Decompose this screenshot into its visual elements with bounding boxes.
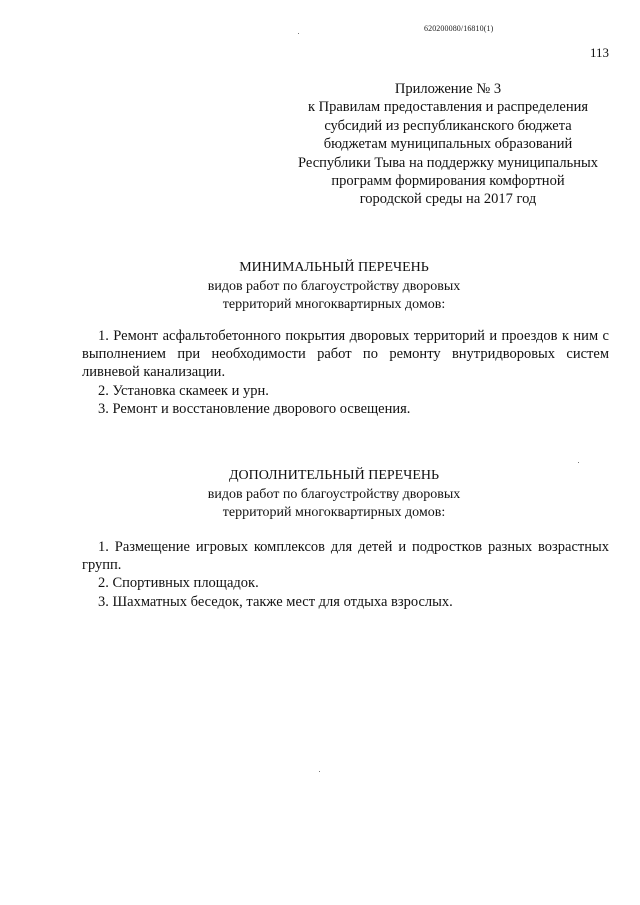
page-number: 113 bbox=[590, 45, 610, 60]
appendix-reference bbox=[282, 80, 614, 209]
additional-list-heading bbox=[0, 467, 640, 523]
additional-list-title: ДОПОЛНИТЕЛЬНЫЙ ПЕРЕЧЕНЬ bbox=[228, 468, 440, 483]
scan-speck bbox=[578, 462, 579, 463]
document-code: 620200080/16810(1) bbox=[424, 24, 494, 33]
minimal-list-subtitle: видов работ по благоустройству дворовых bbox=[207, 278, 461, 294]
minimal-list-subtitle: территорий многоквартирных домов: bbox=[222, 297, 446, 312]
additional-list-subtitle: территорий многоквартирных домов: bbox=[222, 505, 446, 520]
minimal-list-heading bbox=[0, 259, 640, 315]
list-item: 1. Ремонт асфальтобетонного покрытия дворовых территорий и проездов к ним с выполнением при необходимости работ по ремонту внутридворовых систем ливневой канализации. bbox=[82, 328, 609, 381]
list-item: 1. Размещение игровых комплексов для детей и подростков разных возрастных групп. bbox=[82, 539, 609, 574]
scan-speck bbox=[298, 33, 299, 34]
additional-list-items bbox=[82, 538, 609, 611]
list-item: 3. Шахматных беседок, также мест для отдыха взрослых. bbox=[98, 593, 453, 610]
appendix-line: субсидий из республиканского бюджета bbox=[324, 117, 572, 134]
appendix-line: городской среды на 2017 год bbox=[359, 191, 537, 208]
appendix-line: программ формирования комфортной bbox=[331, 173, 565, 190]
appendix-line: Республики Тыва на поддержку муниципальных bbox=[298, 154, 598, 171]
list-item: 3. Ремонт и восстановление дворового освещения. bbox=[98, 400, 411, 417]
list-item: 2. Спортивных площадок. bbox=[98, 575, 259, 592]
appendix-title: Приложение № 3 bbox=[394, 81, 502, 97]
additional-list-subtitle: видов работ по благоустройству дворовых bbox=[207, 486, 461, 502]
minimal-list-items bbox=[82, 327, 609, 418]
appendix-line: бюджетам муниципальных образований bbox=[323, 136, 573, 153]
minimal-list-title: МИНИМАЛЬНЫЙ ПЕРЕЧЕНЬ bbox=[239, 260, 429, 275]
scan-speck bbox=[319, 771, 320, 772]
appendix-line: к Правилам предоставления и распределения bbox=[307, 99, 589, 116]
list-item: 2. Установка скамеек и урн. bbox=[98, 382, 269, 399]
